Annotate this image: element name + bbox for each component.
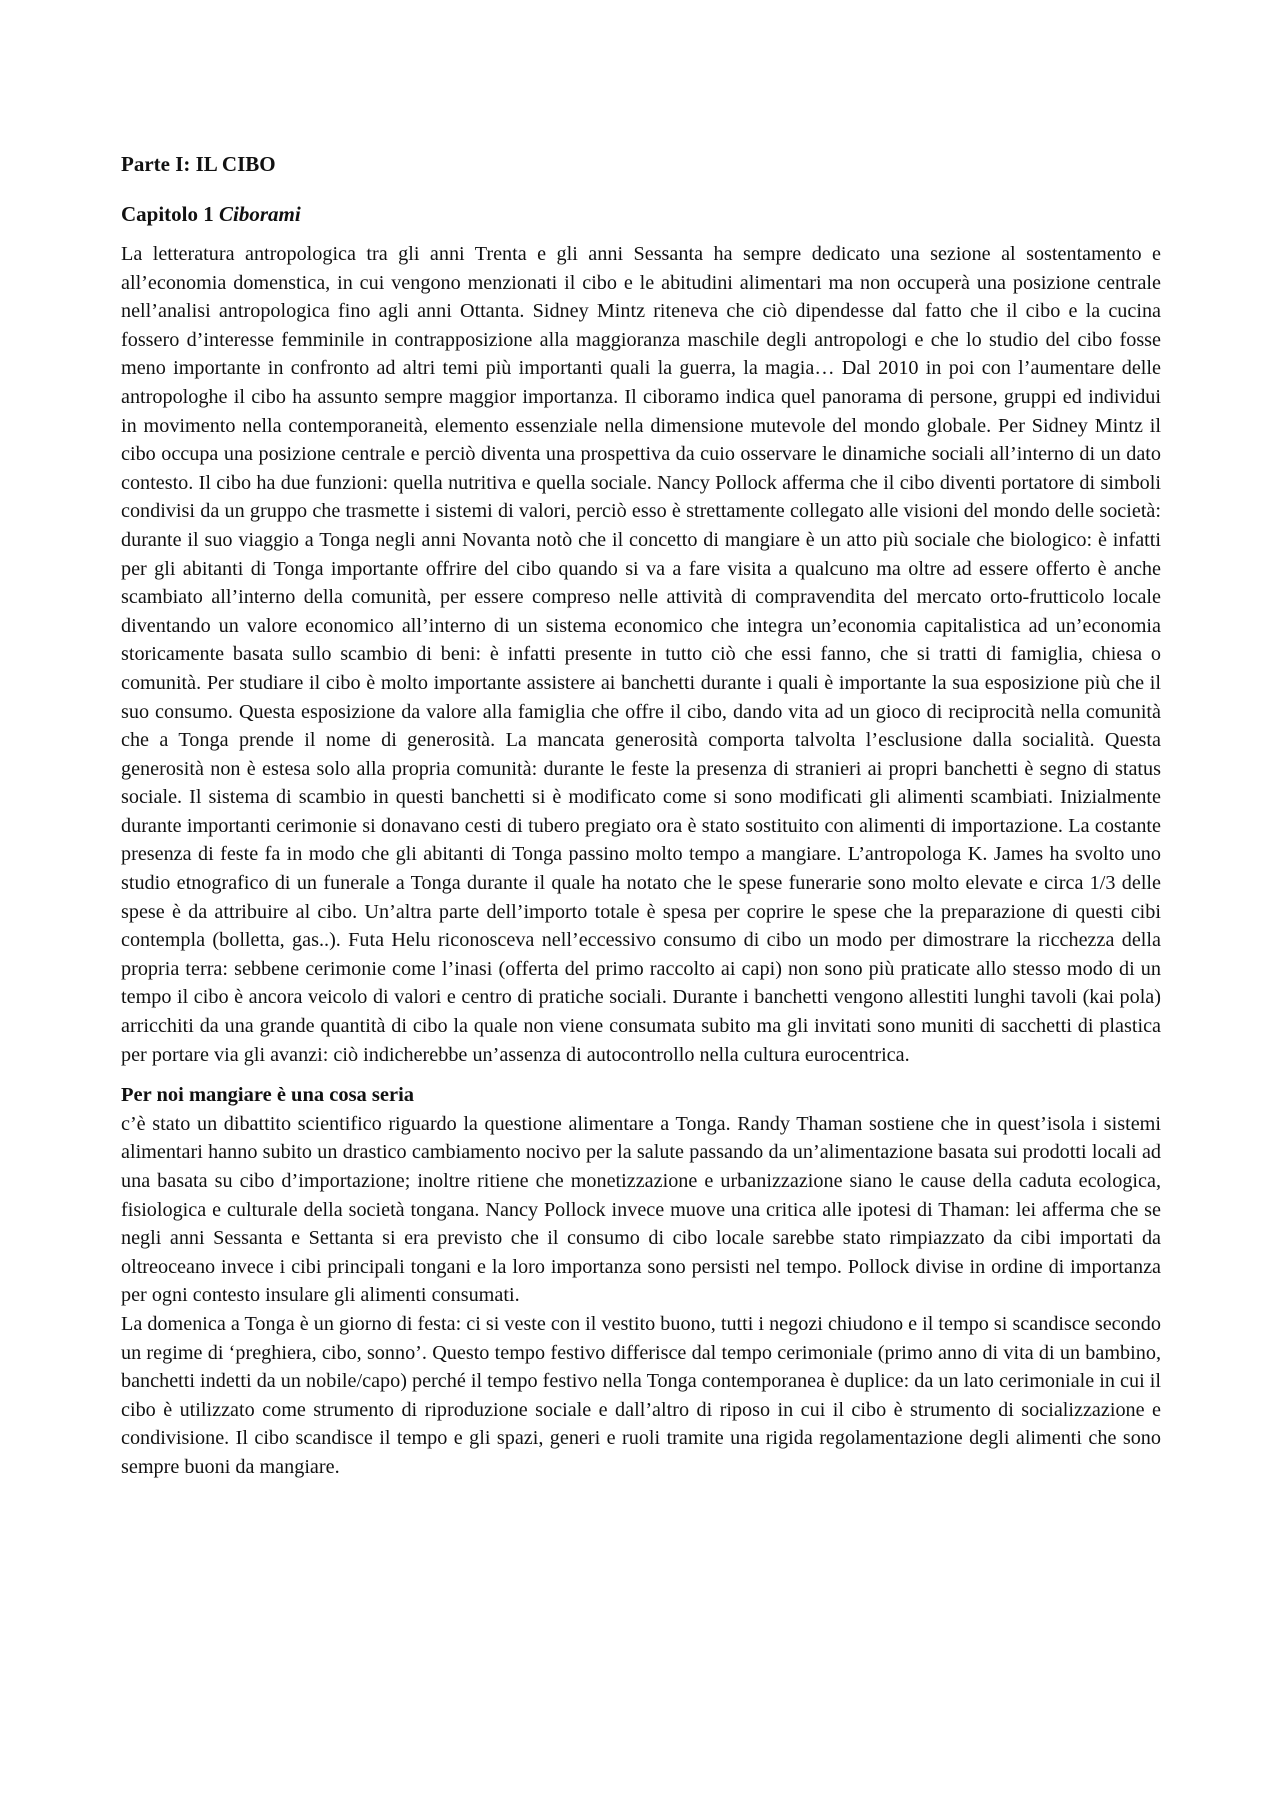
chapter-heading xyxy=(121,200,1161,228)
document-page xyxy=(121,150,1161,1482)
chapter-label: Capitolo 1 xyxy=(121,202,214,226)
section-paragraph: c’è stato un dibattito scientifico riguardo la questione alimentare a Tonga. Randy Thaman sostiene che in quest’isola i sistemi alimentari hanno subito un drastico cambiamento nocivo per la salute passando da un’alimentazione basata sui prodotti locali ad una basata su cibo d’importazione; inoltre ritiene che monetizzazione e urbanizzazione siano le cause della caduta ecologica, fisiologica e culturale della società tongana. Nancy Pollock invece muove una critica alle ipotesi di Thaman: lei afferma che se negli anni Sessanta e Settanta si era previsto che il consumo di cibo locale sarebbe stato rimpiazzato da cibi importati da oltreoceano invece i cibi principali tongani e la loro importanza sono persisti nel tempo. Pollock divise in ordine di importanza per ogni contesto insulare gli alimenti consumati. xyxy=(121,1112,1161,1307)
section-paragraph: La domenica a Tonga è un giorno di festa: ci si veste con il vestito buono, tutti i negozi chiudono e il tempo si scandisce secondo un regime di ‘preghiera, cibo, sonno’. Questo tempo festivo differisce dal tempo cerimoniale (primo anno di vita di un bambino, banchetti indetti da un nobile/capo) perché il tempo festivo nella Tonga contemporanea è duplice: da un lato cerimoniale in cui il cibo è utilizzato come strumento di riproduzione sociale e dall’altro di riposo in cui il cibo è strumento di socializzazione e condivisione. Il cibo scandisce il tempo e gli spazi, generi e ruoli tramite una rigida regolamentazione degli alimenti che sono sempre buoni da mangiare. xyxy=(121,1312,1161,1478)
body-paragraph: La letteratura antropologica tra gli anni Trenta e gli anni Sessanta ha sempre dedicato una sezione al sostentamento e all’economia domenstica, in cui vengono menzionati il cibo e le abitudini alimentari ma non occuperà una posizione centrale nell’analisi antropologica fino agli anni Ottanta. Sidney Mintz riteneva che ciò dipendesse dal fatto che il cibo e la cucina fossero d’interesse femminile in contrapposizione alla maggioranza maschile degli antropologi e che lo studio del cibo fosse meno importante in confronto ad altri temi più importanti quali la guerra, la magia… Dal 2010 in poi con l’aumentare delle antropologhe il cibo ha assunto sempre maggior importanza. Il ciboramo indica quel panorama di persone, gruppi ed individui in movimento nella contemporaneità, elemento essenziale nella dimensione mutevole del mondo globale. Per Sidney Mintz il cibo occupa una posizione centrale e perciò diventa una prospettiva da cuio osservare le dinamiche sociali all’interno di un dato contesto. Il cibo ha due funzioni: quella nutritiva e quella sociale. Nancy Pollock afferma che il cibo diventi portatore di simboli condivisi da un gruppo che trasmette i sistemi di valori, perciò esso è strettamente collegato alle visioni del mondo delle società: durante il suo viaggio a Tonga negli anni Novanta notò che il concetto di mangiare è un atto più sociale che biologico: è infatti per gli abitanti di Tonga importante offrire del cibo quando si va a fare visita a qualcuno ma oltre ad essere offerto è anche scambiato all’interno della comunità, per essere compreso nelle attività di compravendita del mercato orto-frutticolo locale diventando un valore economico all’interno di un sistema economico che integra un’economia capitalistica ad un’economia storicamente basata sullo scambio di beni: è infatti presente in tutto ciò che essi fanno, che si tratti di famiglia, chiesa o comunità. Per studiare il cibo è molto importante assistere ai banchetti durante i quali è importante la sua esposizione più che il suo consumo. Questa esposizione da valore alla famiglia che offre il cibo, dando vita ad un gioco di reciprocità nella comunità che a Tonga prende il nome di generosità. La mancata generosità comporta talvolta l’esclusione dalla socialità. Questa generosità non è estesa solo alla propria comunità: durante le feste la presenza di stranieri ai propri banchetti è segno di status sociale. Il sistema di scambio in questi banchetti si è modificato come si sono modificati gli alimenti scambiati. Inizialmente durante importanti cerimonie si donavano cesti di tubero pregiato ora è stato sostituito con alimenti di importazione. La costante presenza di feste fa in modo che gli abitanti di Tonga passino molto tempo a mangiare. L’antropologa K. James ha svolto uno studio etnografico di un funerale a Tonga durante il quale ha notato che le spese funerarie sono molto elevate e circa 1/3 delle spese è da attribuire al cibo. Un’altra parte dell’importo totale è spesa per coprire le spese che la preparazione di questi cibi contempla (bolletta, gas..). Futa Helu riconosceva nell’eccessivo consumo di cibo un modo per dimostrare la ricchezza della propria terra: sebbene cerimonie come l’inasi (offerta del primo raccolto ai capi) non sono più praticate allo stesso modo di un tempo il cibo è ancora veicolo di valori e centro di pratiche sociali. Durante i banchetti vengono allestiti lunghi tavoli (kai pola) arricchiti da una grande quantità di cibo la quale non viene consumata subito ma gli invitati sono muniti di sacchetti di plastica per portare via gli avanzi: ciò indicherebbe un’assenza di autocontrollo nella cultura eurocentrica. xyxy=(121,243,1161,1066)
part-title: Parte I: IL CIBO xyxy=(121,152,276,176)
section-heading: Per noi mangiare è una cosa seria xyxy=(121,1084,415,1107)
chapter-title: Ciborami xyxy=(219,202,301,226)
